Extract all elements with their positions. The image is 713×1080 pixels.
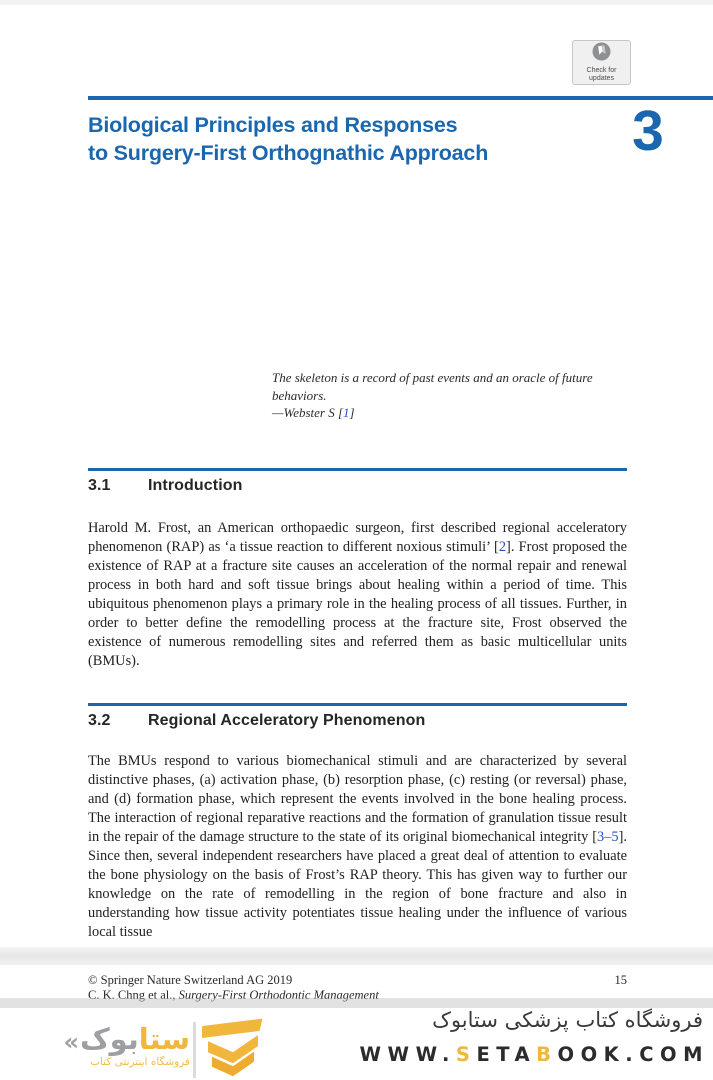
guillemet-glyph: « xyxy=(63,1028,79,1056)
chapter-number: 3 xyxy=(632,99,664,163)
section-paragraph: The BMUs respond to various biomechanical stimuli and are characterized by several distinctive phases, (a) activation phase, (b) resorption phase, (c) resting (or reversal) phase, and (d) formation phase, which represent the events involved in the bone healing process. The interaction of regional reparative reactions and the formation of granulation tissue result in the repair of the damage structure to the state of its original biomechanical integrity [3–5]. Since then, several independent researchers have placed a great deal of attention to evaluate the bone physiology on the basis of Frost’s RAP theory. This has given way to further our knowledge on the rate of remodelling in the region of bone fracture and also in understanding how tissue activity potentiates tissue healing under the influence of various local tissue xyxy=(88,753,627,940)
setabook-logo-wordmark xyxy=(58,1012,190,1054)
epigraph xyxy=(272,369,624,422)
logo-subtext: فروشگاه اینترنتی کتاب xyxy=(90,1056,190,1068)
page-top-shadow xyxy=(0,0,713,5)
epigraph-attribution: —Webster S [1] xyxy=(272,405,355,420)
section-number: 3.1 xyxy=(88,477,111,494)
citation-link[interactable]: 2 xyxy=(498,539,507,555)
bookmark-icon xyxy=(592,42,611,66)
section-heading-3-2 xyxy=(88,712,627,730)
scan-shadow-band xyxy=(0,947,713,965)
section-title: Introduction xyxy=(148,477,243,494)
section-heading-3-1 xyxy=(88,477,627,495)
double-chevron-down-icon xyxy=(202,1016,264,1080)
section-title: Regional Acceleratory Phenomenon xyxy=(148,712,426,729)
footer-authors: C. K. Chng et al., xyxy=(88,988,179,1002)
section-rule xyxy=(88,703,627,706)
setabook-url: WWW.SETABOOK.COM xyxy=(359,1043,709,1066)
page-number: 15 xyxy=(614,973,627,987)
store-title-persian: فروشگاه کتاب پزشکی ستابوک xyxy=(432,1008,703,1032)
wordmark-left-part: بوک xyxy=(79,1022,139,1056)
page-bottom-shadow xyxy=(0,998,713,1008)
footer-copyright: 15 © Springer Nature Switzerland AG 2019 xyxy=(88,973,627,987)
logo-divider xyxy=(193,1022,196,1078)
citation-link[interactable]: 1 xyxy=(343,405,350,420)
citation-link[interactable]: 3–5 xyxy=(597,829,619,845)
chapter-title: Biological Principles and Responses to Surgery-First Orthognathic Approach xyxy=(88,113,489,165)
badge-label: Check for updates xyxy=(586,67,617,82)
footer-book-title: Surgery-First Orthodontic Management xyxy=(178,988,379,1002)
section-paragraph: Harold M. Frost, an American orthopaedic surgeon, first described regional acceleratory phenomenon (RAP) as ‘a tissue reaction to different noxious stimuli’ [2]. Frost proposed the existence of RAP at a fracture site causes an acceleration of the normal repair and renewal process in both hard and soft tissue brings about healing within a period of time. This ubiquitous phenomenon plays a primary role in the healing process of all tissues. Further, in order to better define the remodelling process at the fracture site, Frost observed the existence of numerous remodelling sites and referred them as basic multicellular units (BMUs). xyxy=(88,520,627,669)
epigraph-quote: The skeleton is a record of past events and an oracle of future behaviors. xyxy=(272,370,593,403)
section-number: 3.2 xyxy=(88,712,111,729)
section-rule xyxy=(88,468,627,471)
watermark-banner xyxy=(0,1008,713,1080)
check-for-updates-button[interactable] xyxy=(572,40,631,85)
wordmark-right-part: ستا xyxy=(138,1022,190,1056)
